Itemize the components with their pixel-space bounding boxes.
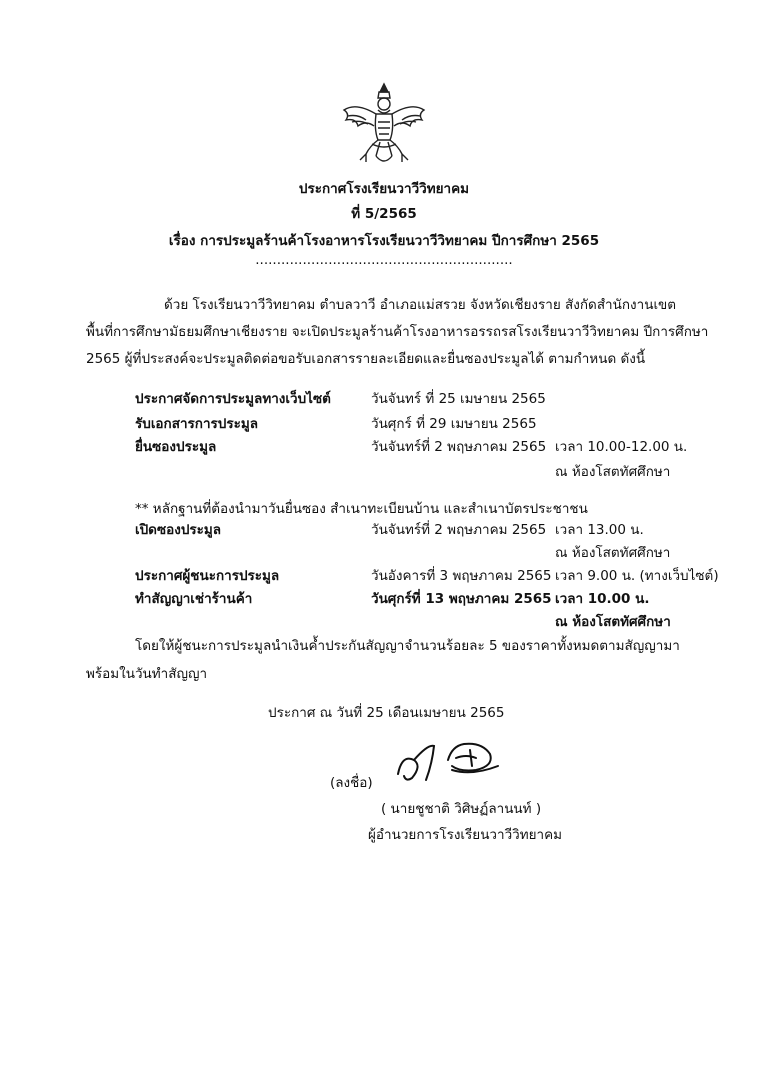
- schedule-label-announce: ประกาศจัดการประมูลทางเว็บไซต์: [135, 391, 331, 407]
- evidence-note: ** หลักฐานที่ต้องนำมาวันยื่นซอง สำเนาทะเบียนบ้าน และสำเนาบัตรประชาชน: [135, 501, 588, 517]
- schedule-time-winner: เวลา 9.00 น. (ทางเว็บไซต์): [555, 568, 719, 584]
- schedule-date-contract: วันศุกร์ที่ 13 พฤษภาคม 2565: [371, 591, 552, 607]
- intro-line-1: ด้วย โรงเรียนวาวีวิทยาคม ตำบลวาวี อำเภอแม่สรวย จังหวัดเชียงราย สังกัดสำนักงานเขต: [164, 297, 677, 313]
- header-divider: ............................................................: [255, 252, 513, 268]
- schedule-time-submit: เวลา 10.00-12.00 น.: [555, 439, 688, 455]
- schedule-date-documents: วันศุกร์ ที่ 29 เมษายน 2565: [371, 416, 537, 432]
- schedule-date-winner: วันอังคารที่ 3 พฤษภาคม 2565: [371, 568, 552, 584]
- schedule-label-contract: ทำสัญญาเช่าร้านค้า: [135, 591, 253, 607]
- intro-line-3: 2565 ผู้ที่ประสงค์จะประมูลติดต่อขอรับเอกสารรายละเอียดและยื่นซองประมูลได้ ตามกำหนด ดังนี้: [86, 351, 646, 367]
- schedule-time-open: เวลา 13.00 น.: [555, 522, 644, 538]
- announcement-title: ประกาศโรงเรียนวาวีวิทยาคม: [298, 181, 470, 197]
- schedule-label-documents: รับเอกสารการประมูล: [135, 416, 259, 432]
- announcement-subject: เรื่อง การประมูลร้านค้าโรงอาหารโรงเรียนวาวีวิทยาคม ปีการศึกษา 2565: [168, 233, 600, 249]
- schedule-date-open: วันจันทร์ที่ 2 พฤษภาคม 2565: [371, 522, 547, 538]
- intro-line-2: พื้นที่การศึกษามัธยมศึกษาเชียงราย จะเปิดประมูลร้านค้าโรงอาหารอรรถรสโรงเรียนวาวีวิทยาคม ปีการศึกษา: [86, 324, 709, 340]
- announcement-number: ที่ 5/2565: [351, 206, 417, 222]
- closing-line-1: โดยให้ผู้ชนะการประมูลนำเงินค้ำประกันสัญญาจำนวนร้อยละ 5 ของราคาทั้งหมดตามสัญญามา: [135, 638, 680, 654]
- schedule-place-open: ณ ห้องโสตทัศศึกษา: [555, 545, 671, 561]
- schedule-label-open: เปิดซองประมูล: [135, 522, 222, 538]
- schedule-place-contract: ณ ห้องโสตทัศศึกษา: [555, 614, 671, 630]
- schedule-time-contract: เวลา 10.00 น.: [555, 591, 650, 607]
- closing-line-2: พร้อมในวันทำสัญญา: [86, 666, 208, 682]
- handwritten-signature: [392, 736, 504, 786]
- signer-position: ผู้อำนวยการโรงเรียนวาวีวิทยาคม: [368, 827, 563, 843]
- schedule-label-submit: ยื่นซองประมูล: [135, 439, 217, 455]
- announce-date: ประกาศ ณ วันที่ 25 เดือนเมษายน 2565: [268, 705, 505, 721]
- schedule-place-submit: ณ ห้องโสตทัศศึกษา: [555, 464, 671, 480]
- sign-label: (ลงชื่อ): [330, 775, 373, 791]
- garuda-emblem-icon: [336, 80, 432, 168]
- signer-name: ( นายชูชาติ วิศิษฏ์ลานนท์ ): [381, 801, 542, 817]
- schedule-label-winner: ประกาศผู้ชนะการประมูล: [135, 568, 280, 584]
- schedule-date-announce: วันจันทร์ ที่ 25 เมษายน 2565: [371, 391, 546, 407]
- schedule-date-submit: วันจันทร์ที่ 2 พฤษภาคม 2565: [371, 439, 547, 455]
